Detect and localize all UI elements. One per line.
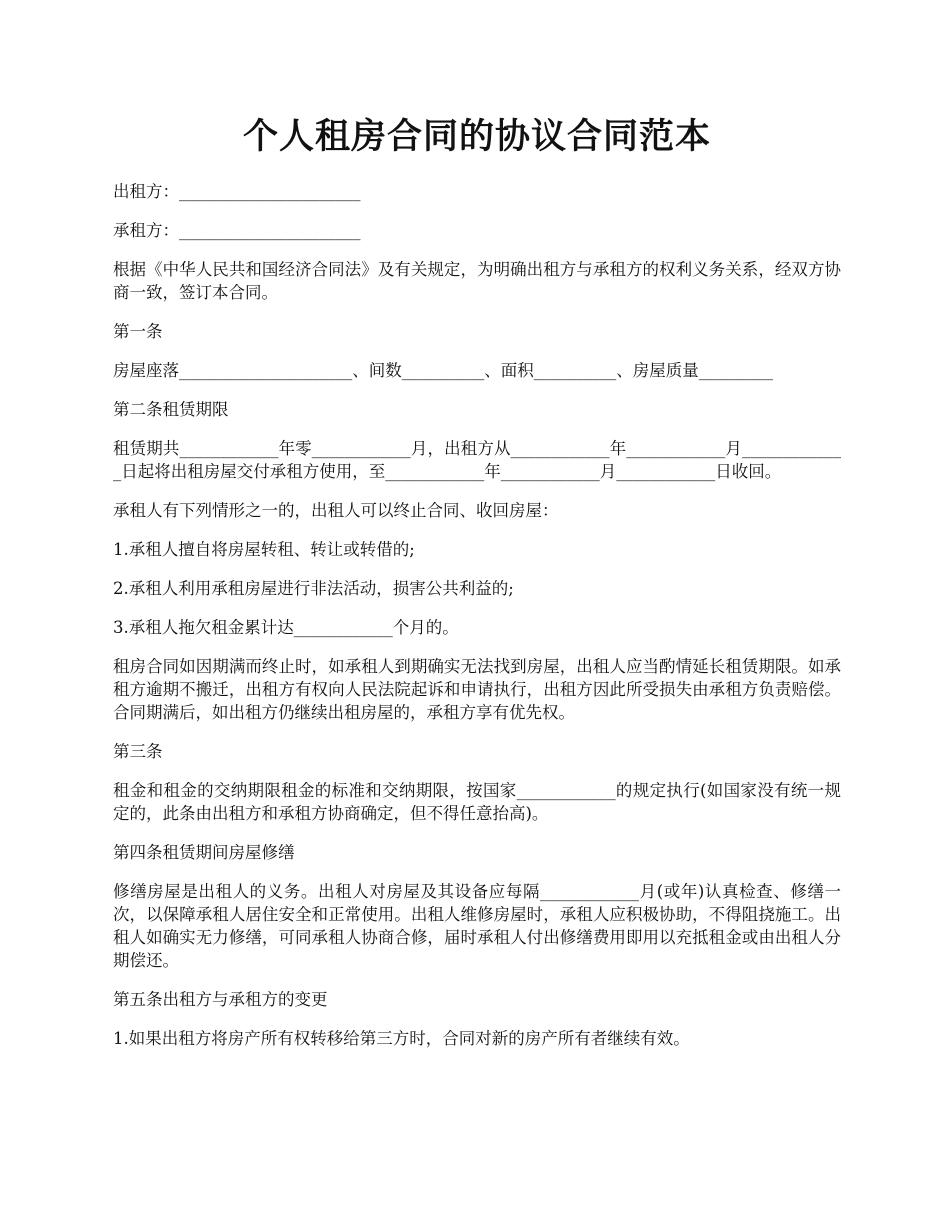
preamble-paragraph: 根据《中华人民共和国经济合同法》及有关规定，为明确出租方与承租方的权利义务关系，经双方协商一致，签订本合同。 xyxy=(113,260,841,302)
repair-paragraph: 修缮房屋是出租人的义务。出租人对房屋及其设备应每隔____________月(或年)认真检查、修缮一次，以保障承租人居住安全和正常使用。出租人维修房屋时，承租人应积极协助，不得阻挠施工。出租人如确实无力修缮，可同承租人协商合修，届时承租人付出修缮费用即用以充抵租金或由出租人分期偿还。 xyxy=(113,882,841,970)
document-title: 个人租房合同的协议合同范本 xyxy=(242,116,711,157)
termination-item-3: 3.承租人拖欠租金累计达____________个月的。 xyxy=(113,618,459,637)
document-body xyxy=(113,180,841,1066)
document-page xyxy=(113,0,841,1048)
article-2-heading: 第二条租赁期限 xyxy=(113,400,229,419)
article-5-heading: 第五条出租方与承租方的变更 xyxy=(113,990,328,1009)
article-4-heading: 第四条租赁期间房屋修缮 xyxy=(113,843,295,862)
termination-intro: 承租人有下列情形之一的，出租人可以终止合同、收回房屋： xyxy=(113,501,559,520)
lease-term-paragraph: 租赁期共____________年零____________月，出租方从____________年____________月_____________日起将出租房屋交付承租方使用，至____________年____________月____________日收回。 xyxy=(113,439,841,481)
lessor-line: 出租方：______________________ xyxy=(113,182,361,201)
change-item-1: 1.如果出租方将房产所有权转移给第三方时，合同对新的房产所有者继续有效。 xyxy=(113,1029,690,1048)
article-1-heading: 第一条 xyxy=(113,322,163,341)
article-3-heading: 第三条 xyxy=(113,742,163,761)
termination-item-1: 1.承租人擅自将房屋转租、转让或转借的; xyxy=(113,540,415,559)
termination-item-2: 2.承租人利用承租房屋进行非法活动，损害公共利益的; xyxy=(113,579,514,598)
expiry-paragraph: 租房合同如因期满而终止时，如承租人到期确实无法找到房屋，出租人应当酌情延长租赁期限。如承租方逾期不搬迁，出租方有权向人民法院起诉和申请执行，出租方因此所受损失由承租方负责赔偿。合同期满后，如出租方仍继续出租房屋的，承租方享有优先权。 xyxy=(113,657,841,722)
rent-paragraph: 租金和租金的交纳期限租金的标准和交纳期限，按国家____________的规定执行(如国家没有统一规定的，此条由出租方和承租方协商确定，但不得任意抬高)。 xyxy=(113,781,841,823)
lessee-line: 承租方：______________________ xyxy=(113,221,361,240)
article-1-text: 房屋座落_____________________、间数__________、面积__________、房屋质量_________ xyxy=(113,361,773,380)
